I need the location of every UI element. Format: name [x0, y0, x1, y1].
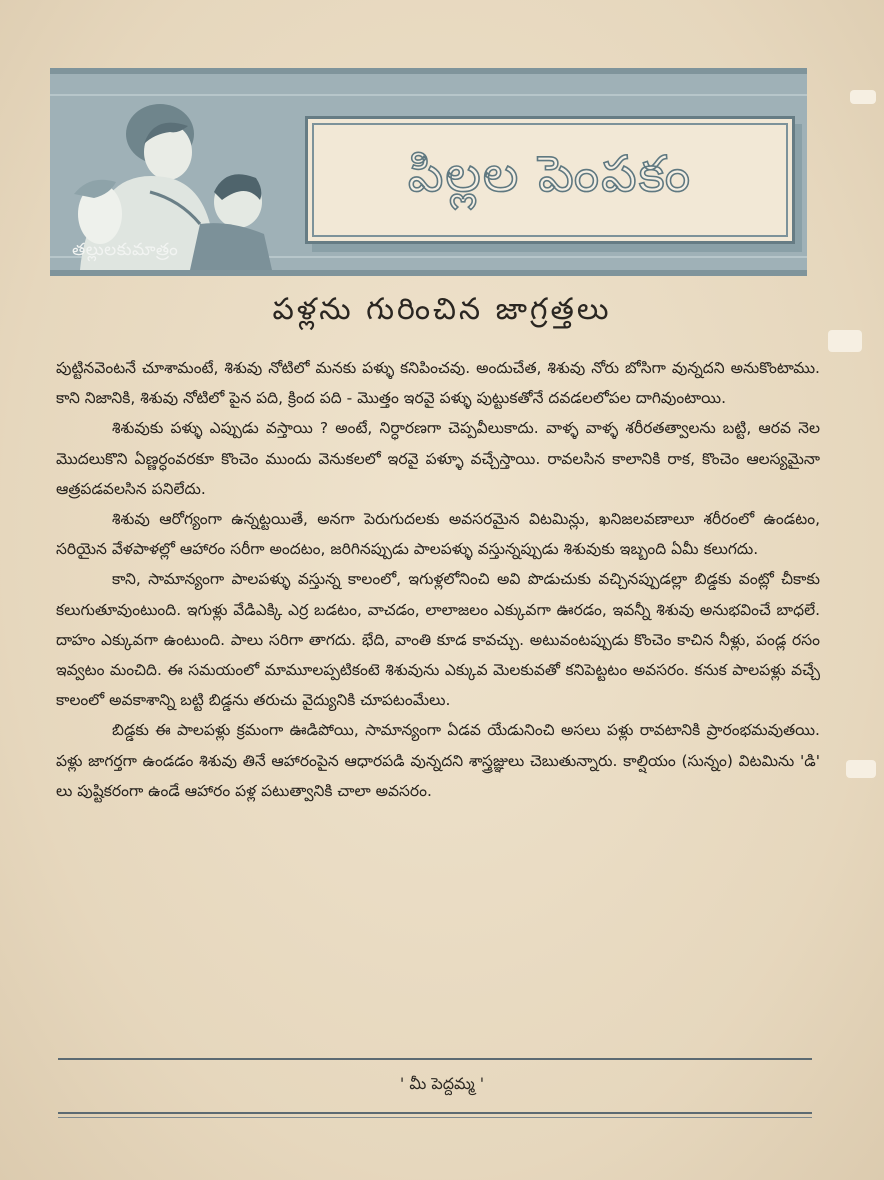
author-signature: ' మీ పెద్దమ్మ ' — [399, 1074, 485, 1093]
column-banner — [50, 68, 807, 276]
paragraph: శిశువు ఆరోగ్యంగా ఉన్నట్టయితే, అనగా పెరుగుదలకు అవసరమైన విటమిన్లు, ఖనిజలవణాలూ శరీరంలో ఉండటం, సరియైన వేళపాళల్లో ఆహారం సరీగా అందటం, జరిగినప్పుడు పాలపళ్ళు వస్తున్నప్పుడు శిశువుకు ఇబ్బంది ఏమీ కలుగదు. — [56, 510, 820, 559]
title-frame — [305, 116, 795, 244]
article-heading: పళ్లను గురించిన జాగ్రత్తలు — [272, 292, 612, 327]
divider-bottom — [58, 1112, 812, 1114]
column-title: పిల్లల పెంపకం — [407, 144, 693, 203]
divider-top — [58, 1058, 812, 1060]
paper-tear — [850, 90, 876, 104]
paper-tear — [846, 760, 876, 778]
paragraph: శిశువుకు పళ్ళు ఎప్పుడు వస్తాయి ? అంటే, నిర్ధారణగా చెప్పవీలుకాదు. వాళ్ళ వాళ్ళ శరీరతత్వాలను బట్టి, ఆరవ నెల మొదలుకొని ఏణ్ణర్ధంవరకూ కొంచెం ముందు వెనుకలలో ఇరవై పళ్ళూ వచ్చేస్తాయి. రావలసిన కాలానికి రాక, కొంచెం ఆలస్యమైనా ఆత్రపడవలసిన పనిలేదు. — [56, 419, 820, 498]
paragraph: బిడ్డకు ఈ పాలపళ్లు క్రమంగా ఊడిపోయి, సామాన్యంగా ఏడవ యేడునించి అసలు పళ్లు రావటానికి ప్రారంభమవుతయి. పళ్లు జాగర్తగా ఉండడం శిశువు తినే ఆహారంపైన ఆధారపడి వున్నదని శాస్త్రజ్ఞులు చెబుతున్నారు. కాల్షియం (సున్నం) విటమిను 'డి' లు పుష్టికరంగా ఉండే ఆహారం పళ్ల పటుత్వానికి చాలా అవసరం. — [56, 721, 820, 800]
paper-tear — [828, 330, 862, 352]
divider-bottom-thin — [58, 1117, 812, 1118]
paragraph: పుట్టినవెంటనే చూశామంటే, శిశువు నోటిలో మనకు పళ్ళు కనిపించవు. అందుచేత, శిశువు నోరు బోసిగా వున్నదని అనుకొంటాము. కాని నిజానికి, శిశువు నోటిలో పైన పది, క్రింద పది - మొత్తం ఇరవై పళ్ళు పుట్టుకతోనే దవడలలోపల దాగివుంటాయి. — [56, 359, 820, 408]
banner-tagline: తల్లులకుమాత్రం — [72, 240, 179, 260]
article-body — [56, 353, 820, 806]
paragraph: కాని, సామాన్యంగా పాలపళ్ళు వస్తున్న కాలంలో, ఇగుళ్లలోనించి అవి పొడుచుకు వచ్చినప్పుడల్లా బిడ్డకు వంట్లో చీకాకు కలుగుతూవుంటుంది. ఇగుళ్లు వేడిఎక్కి ఎర్ర బడటం, వాచడం, లాలాజలం ఎక్కువగా ఊరడం, ఇవన్నీ శిశువు అనుభవించే బాధలే. దాహం ఎక్కువగా ఉంటుంది. పాలు సరిగా తాగదు. భేది, వాంతి కూడ కావచ్చు. అటువంటప్పుడు కొంచెం కాచిన నీళ్లు, పండ్ల రసం ఇవ్వటం మంచిది. ఈ సమయంలో మామూలప్పటికంటె శిశువును ఎక్కువ మెలకువతో కనిపెట్టటం అవసరం. కనుక పాలపళ్లు వచ్చే కాలంలో అవకాశాన్ని బట్టి బిడ్డను తరుచు వైద్యునికి చూపటంమేలు. — [56, 570, 820, 710]
